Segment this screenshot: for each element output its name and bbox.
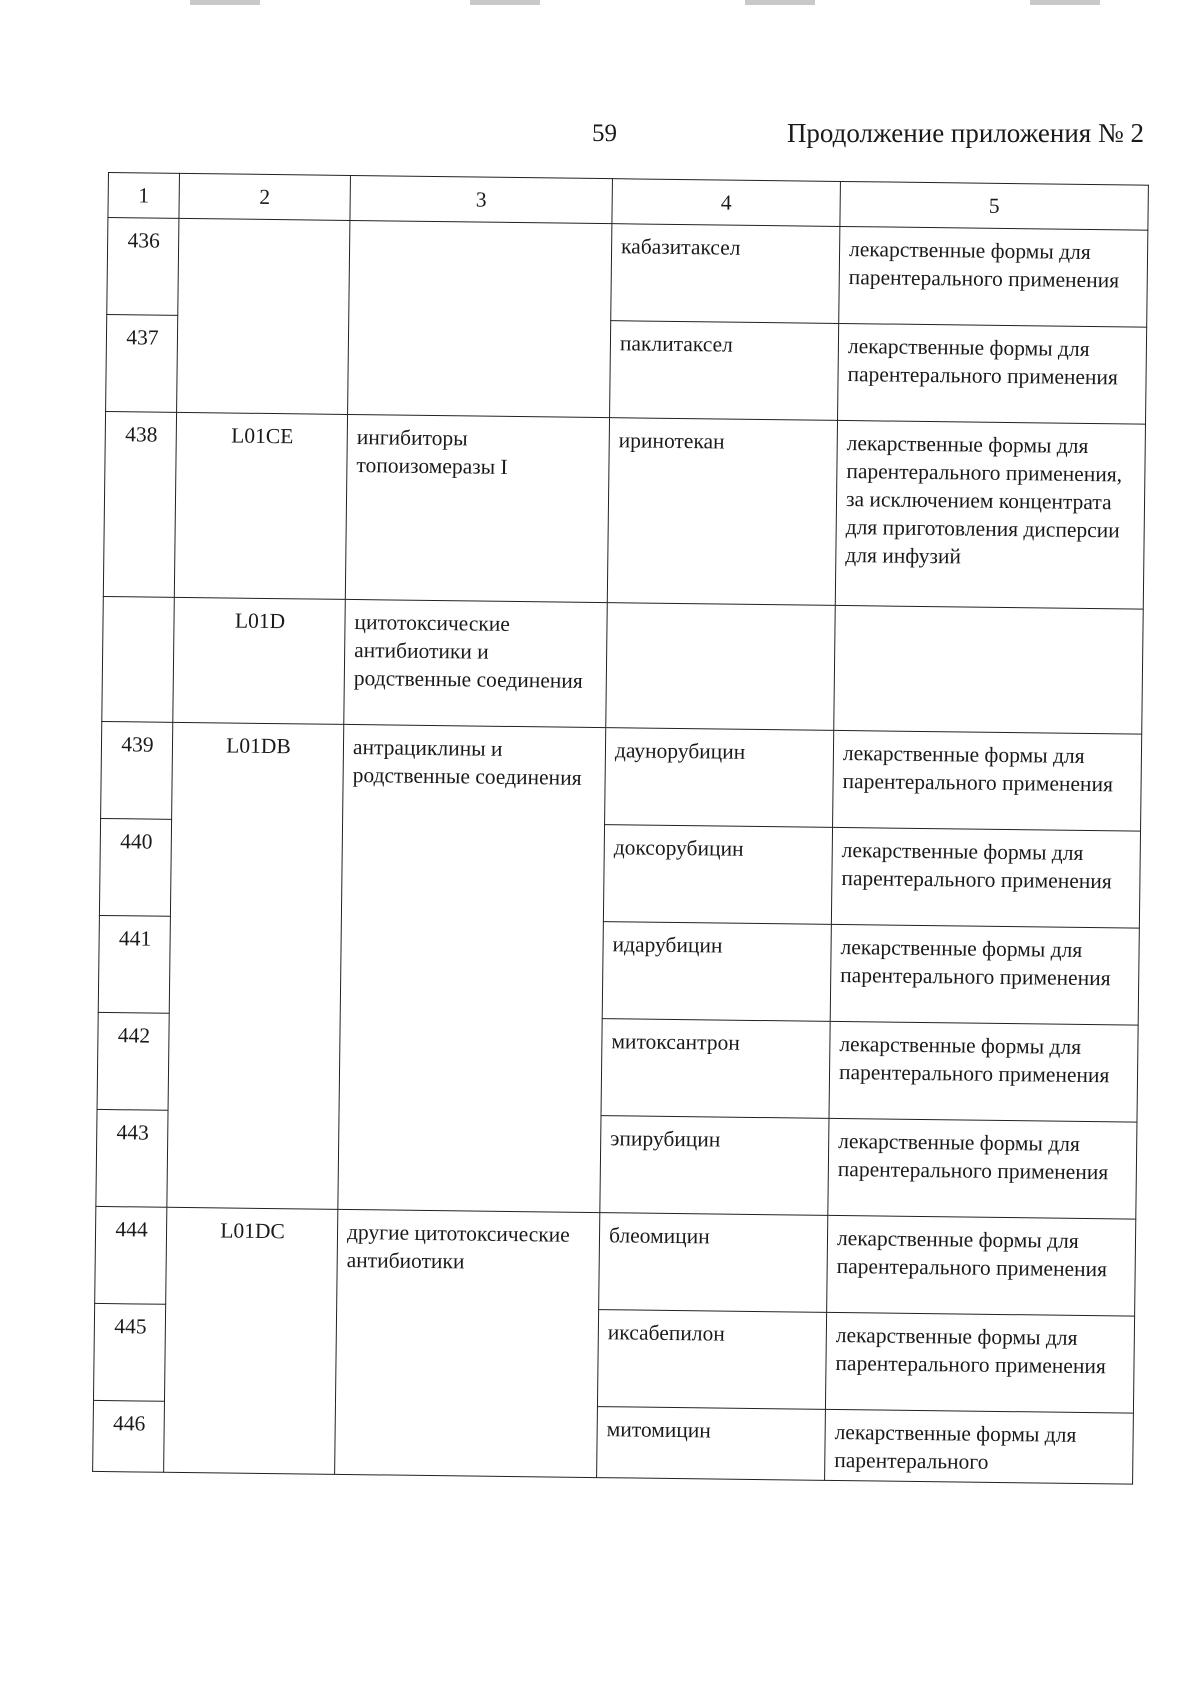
dosage-form-cell: лекарственные формы для парентерального применения, за исключением концентрата для приготовления дисперсии для инфузий	[835, 420, 1145, 609]
drug-list-table	[92, 172, 1149, 1485]
scan-artifact	[1030, 0, 1100, 5]
page-header	[0, 112, 1200, 152]
dosage-form-cell: лекарственные формы для парентерального применения	[839, 226, 1148, 327]
continuation-label: Продолжение приложения № 2	[786, 118, 1144, 148]
drug-name-cell: митомицин	[597, 1407, 826, 1481]
drug-name-cell: кабазитаксел	[611, 224, 840, 324]
atc-code-cell: L01CE	[174, 412, 347, 599]
drug-name-cell: доксорубицин	[603, 825, 832, 925]
row-number: 444	[95, 1206, 167, 1304]
row-number: 441	[98, 915, 170, 1013]
table-row	[102, 596, 1143, 734]
dosage-form-cell: лекарственные формы для парентерального применения	[827, 1215, 1136, 1316]
group-name-cell	[348, 220, 612, 417]
dosage-form-cell: лекарственные формы для парентерального применения	[828, 1118, 1137, 1219]
column-header: 4	[612, 179, 841, 227]
drug-name-cell: паклитаксел	[610, 321, 839, 421]
group-name-cell: антрациклины и родственные соединения	[338, 724, 606, 1212]
atc-code-cell: L01DC	[164, 1207, 338, 1474]
column-header: 1	[108, 173, 180, 219]
table-row	[95, 1206, 1136, 1316]
dosage-form-cell: лекарственные формы для парентерального применения	[825, 1312, 1134, 1413]
row-number: 439	[101, 721, 173, 819]
dosage-form-cell: лекарственные формы для парентерального применения	[833, 730, 1142, 831]
atc-code-cell	[177, 218, 350, 414]
row-number	[102, 596, 175, 722]
drug-name-cell	[606, 603, 836, 731]
dosage-form-cell: лекарственные формы для парентерального применения	[838, 323, 1147, 424]
row-number: 438	[103, 411, 176, 597]
scan-artifact	[745, 0, 815, 5]
drug-name-cell: даунорубицин	[605, 728, 834, 828]
drug-name-cell: иксабепилон	[597, 1310, 826, 1410]
dosage-form-cell: лекарственные формы для парентерального применения	[829, 1021, 1138, 1122]
dosage-form-cell: лекарственные формы для парентерального	[825, 1409, 1134, 1484]
dosage-form-cell	[834, 605, 1144, 734]
atc-code-cell: L01D	[173, 597, 346, 724]
table-row	[103, 411, 1145, 609]
dosage-form-cell: лекарственные формы для парентерального применения	[830, 924, 1139, 1025]
page-number: 59	[592, 120, 617, 147]
group-name-cell: другие цитотоксические антибиотики	[335, 1209, 600, 1477]
drug-name-cell: иринотекан	[607, 418, 837, 606]
row-number: 445	[93, 1303, 165, 1401]
scan-artifact	[190, 0, 260, 5]
row-number: 436	[107, 218, 179, 316]
drug-name-cell: митоксантрон	[601, 1019, 830, 1119]
row-number: 446	[93, 1400, 165, 1472]
group-name-cell: цитотоксические антибиотики и родственные соединения	[344, 599, 608, 727]
group-name-cell: ингибиторы топоизомеразы I	[345, 414, 609, 602]
column-header: 2	[179, 173, 351, 220]
row-number: 443	[96, 1109, 168, 1207]
dosage-form-cell: лекарственные формы для парентерального применения	[831, 827, 1140, 928]
drug-name-cell: идарубицин	[602, 922, 831, 1022]
atc-code-cell: L01DB	[167, 722, 344, 1209]
scan-artifact	[470, 0, 540, 5]
column-header: 5	[840, 181, 1149, 230]
table-row	[101, 721, 1142, 831]
column-header: 3	[350, 175, 613, 223]
drug-name-cell: блеомицин	[599, 1213, 828, 1313]
drug-name-cell: эпирубицин	[600, 1116, 829, 1216]
row-number: 442	[97, 1012, 169, 1110]
row-number: 437	[106, 314, 178, 412]
table-row	[107, 218, 1148, 328]
row-number: 440	[99, 818, 171, 916]
